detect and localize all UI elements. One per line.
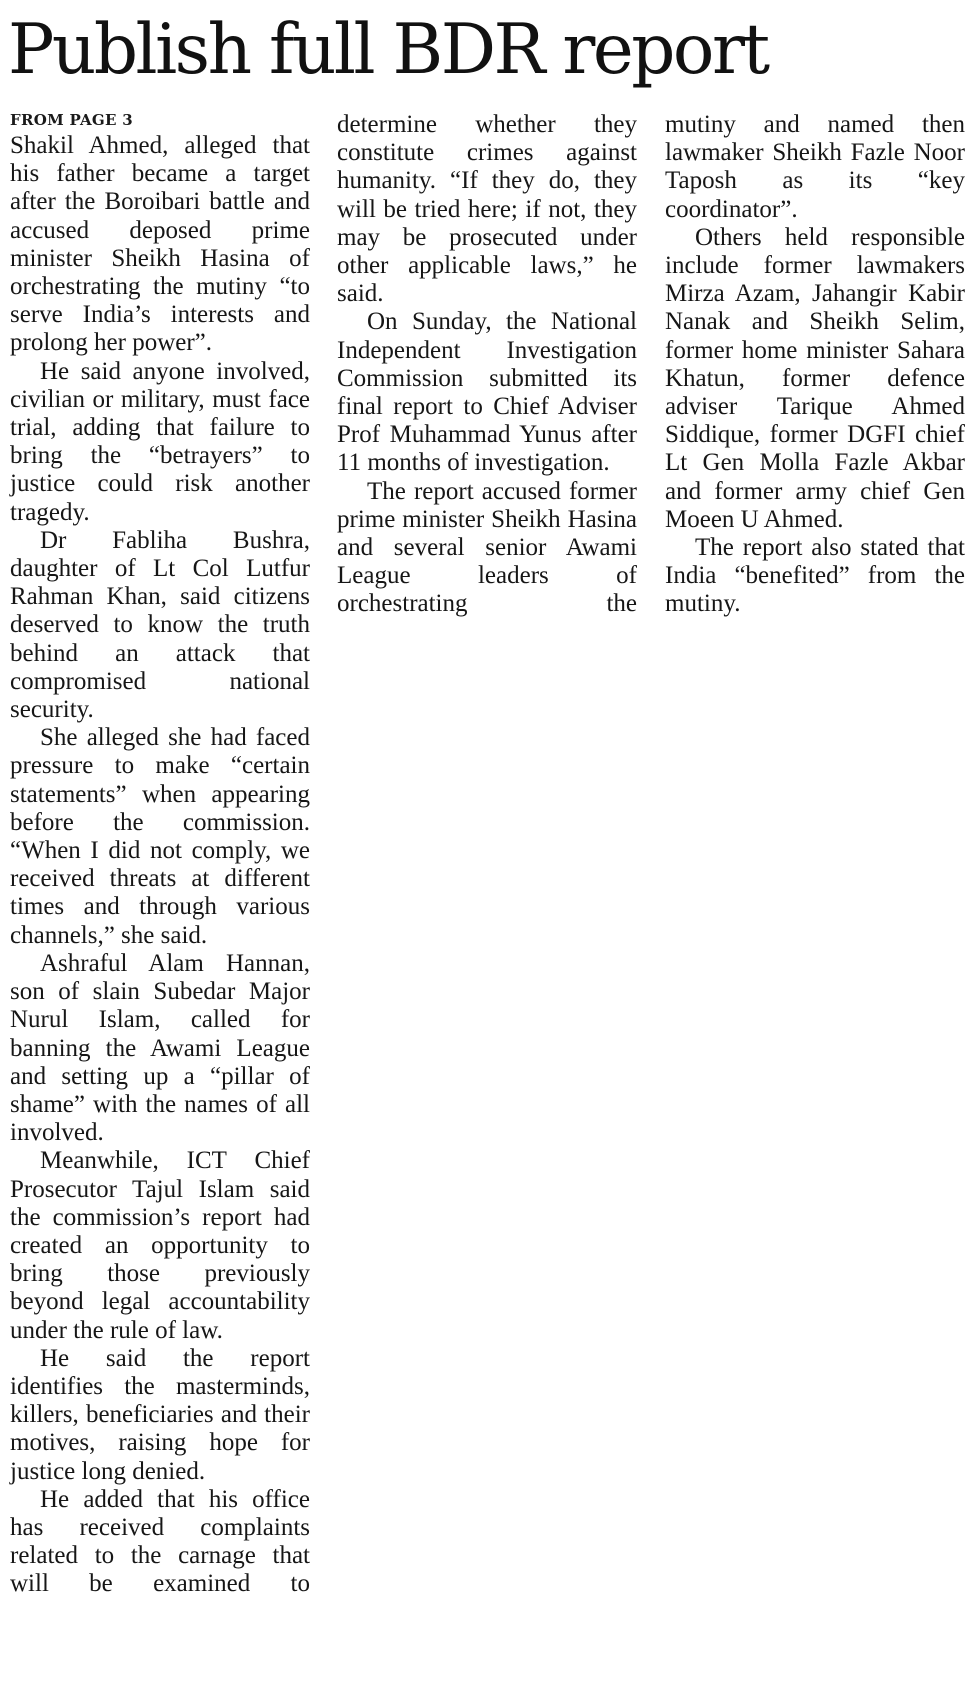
paragraph: Ashraful Alam Hannan, son of slain Subedar Major Nurul Islam, called for banning the Awami League and setting up a “pillar of shame” with the names of all involved. [10, 949, 310, 1147]
article-column-2 [337, 111, 637, 619]
paragraph: On Sunday, the National Independent Investigation Commission submitted its final report to Chief Adviser Prof Muhammad Yunus after 11 months of investigation. [337, 308, 637, 477]
paragraph: Shakil Ahmed, alleged that his father became a target after the Boroibari battle and accused deposed prime minister Sheikh Hasina of orchestrating the mutiny “to serve India’s interests and prolong her power”. [10, 132, 310, 357]
article-column-3 [665, 111, 965, 619]
paragraph: The report accused former prime minister Sheikh Hasina and several senior Awami League leaders of orchestrating the [337, 477, 637, 618]
headline: Publish full BDR report [8, 10, 768, 90]
paragraph: The report also stated that India “benefited” from the mutiny. [665, 534, 965, 618]
paragraph: Meanwhile, ICT Chief Prosecutor Tajul Islam said the commission’s report had created an opportunity to bring those previously beyond legal accountability under the rule of law. [10, 1147, 310, 1344]
paragraph: Dr Fabliha Bushra, daughter of Lt Col Lutfur Rahman Khan, said citizens deserved to know the truth behind an attack that compromised national security. [10, 526, 310, 724]
paragraph: determine whether they constitute crimes against humanity. “If they do, they will be tried here; if not, they may be prosecuted under other applicable laws,” he said. [337, 111, 637, 308]
paragraph: He added that his office has received complaints related to the carnage that will be examined to [10, 1485, 310, 1598]
paragraph: She alleged she had faced pressure to make “certain statements” when appearing before the commission. “When I did not comply, we received threats at different times and through various channels,” she said. [10, 724, 310, 949]
paragraph: Others held responsible include former lawmakers Mirza Azam, Jahangir Kabir Nanak and Sheikh Selim, former home minister Sahara Khatun, former defence adviser Tarique Ahmed Siddique, former DGFI chief Lt Gen Molla Fazle Akbar and former army chief Gen Moeen U Ahmed. [665, 223, 965, 533]
article-column-1 [10, 111, 310, 1599]
paragraph: mutiny and named then lawmaker Sheikh Fazle Noor Taposh as its “key coordinator”. [665, 111, 965, 223]
paragraph: He said the report identifies the masterminds, killers, beneficiaries and their motives, raising hope for justice long denied. [10, 1344, 310, 1485]
paragraph: He said anyone involved, civilian or military, must face trial, adding that failure to bring the “betrayers” to justice could risk another tragedy. [10, 357, 310, 526]
continuation-kicker: FROM PAGE 3 [10, 111, 134, 129]
